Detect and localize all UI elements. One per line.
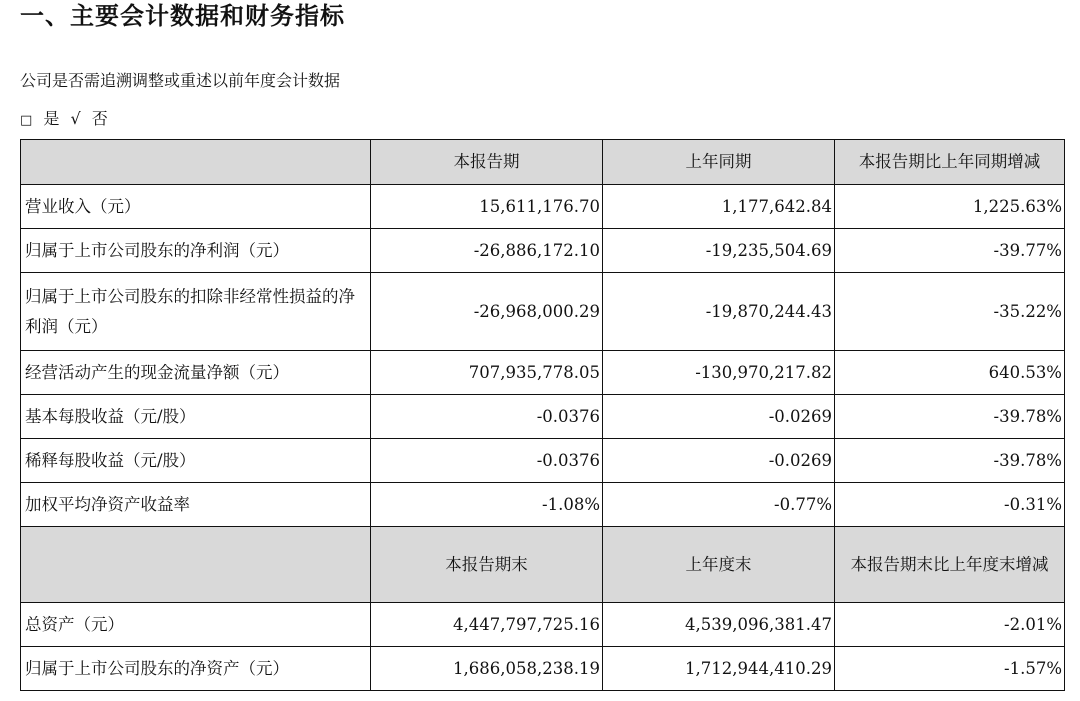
row-label: 基本每股收益（元/股） <box>21 395 371 439</box>
prior-value: -19,870,244.43 <box>603 273 835 351</box>
prior-value: 4,539,096,381.47 <box>603 603 835 647</box>
table-row <box>21 273 1065 351</box>
header-change: 本报告期比上年同期增减 <box>835 140 1065 185</box>
table-row <box>21 185 1065 229</box>
prior-value: -0.0269 <box>603 395 835 439</box>
current-value: -26,886,172.10 <box>371 229 603 273</box>
financial-data-table <box>20 139 1065 691</box>
change-value: 1,225.63% <box>835 185 1065 229</box>
current-value: -26,968,000.29 <box>371 273 603 351</box>
subheader-blank-cell <box>21 527 371 603</box>
prior-value: -0.0269 <box>603 439 835 483</box>
change-value: -39.78% <box>835 439 1065 483</box>
restatement-question: 公司是否需追溯调整或重述以前年度会计数据 <box>20 71 341 90</box>
current-value: -0.0376 <box>371 395 603 439</box>
current-value: 1,686,058,238.19 <box>371 647 603 691</box>
change-value: -35.22% <box>835 273 1065 351</box>
header-period-end-change: 本报告期末比上年度末增减 <box>835 527 1065 603</box>
row-label: 总资产（元） <box>21 603 371 647</box>
prior-value: -0.77% <box>603 483 835 527</box>
header-prior-year-end: 上年度末 <box>603 527 835 603</box>
header-current-period: 本报告期 <box>371 140 603 185</box>
header-prior-period: 上年同期 <box>603 140 835 185</box>
option-yes-label: 是 <box>43 109 60 128</box>
row-label: 归属于上市公司股东的扣除非经常性损益的净利润（元） <box>21 273 371 351</box>
table-row <box>21 647 1065 691</box>
header-period-end: 本报告期末 <box>371 527 603 603</box>
table-row <box>21 603 1065 647</box>
row-label: 营业收入（元） <box>21 185 371 229</box>
restatement-options <box>20 108 114 132</box>
table-subheader-row <box>21 527 1065 603</box>
row-label: 归属于上市公司股东的净利润（元） <box>21 229 371 273</box>
change-value: 640.53% <box>835 351 1065 395</box>
change-value: -2.01% <box>835 603 1065 647</box>
current-value: 4,447,797,725.16 <box>371 603 603 647</box>
current-value: 15,611,176.70 <box>371 185 603 229</box>
checkmark-icon: √ <box>70 109 81 128</box>
row-label: 经营活动产生的现金流量净额（元） <box>21 351 371 395</box>
prior-value: 1,177,642.84 <box>603 185 835 229</box>
table-header-row <box>21 140 1065 185</box>
prior-value: 1,712,944,410.29 <box>603 647 835 691</box>
header-blank-cell <box>21 140 371 185</box>
option-no-label: 否 <box>91 109 108 128</box>
change-value: -39.77% <box>835 229 1065 273</box>
current-value: -0.0376 <box>371 439 603 483</box>
row-label: 归属于上市公司股东的净资产（元） <box>21 647 371 691</box>
change-value: -1.57% <box>835 647 1065 691</box>
table-row <box>21 395 1065 439</box>
change-value: -0.31% <box>835 483 1065 527</box>
section-heading: 一、主要会计数据和财务指标 <box>20 2 345 30</box>
table-row <box>21 483 1065 527</box>
table-row <box>21 229 1065 273</box>
row-label: 稀释每股收益（元/股） <box>21 439 371 483</box>
change-value: -39.78% <box>835 395 1065 439</box>
prior-value: -130,970,217.82 <box>603 351 835 395</box>
table-row <box>21 439 1065 483</box>
checkbox-icon: □ <box>20 113 33 128</box>
table-row <box>21 351 1065 395</box>
current-value: -1.08% <box>371 483 603 527</box>
prior-value: -19,235,504.69 <box>603 229 835 273</box>
row-label: 加权平均净资产收益率 <box>21 483 371 527</box>
current-value: 707,935,778.05 <box>371 351 603 395</box>
